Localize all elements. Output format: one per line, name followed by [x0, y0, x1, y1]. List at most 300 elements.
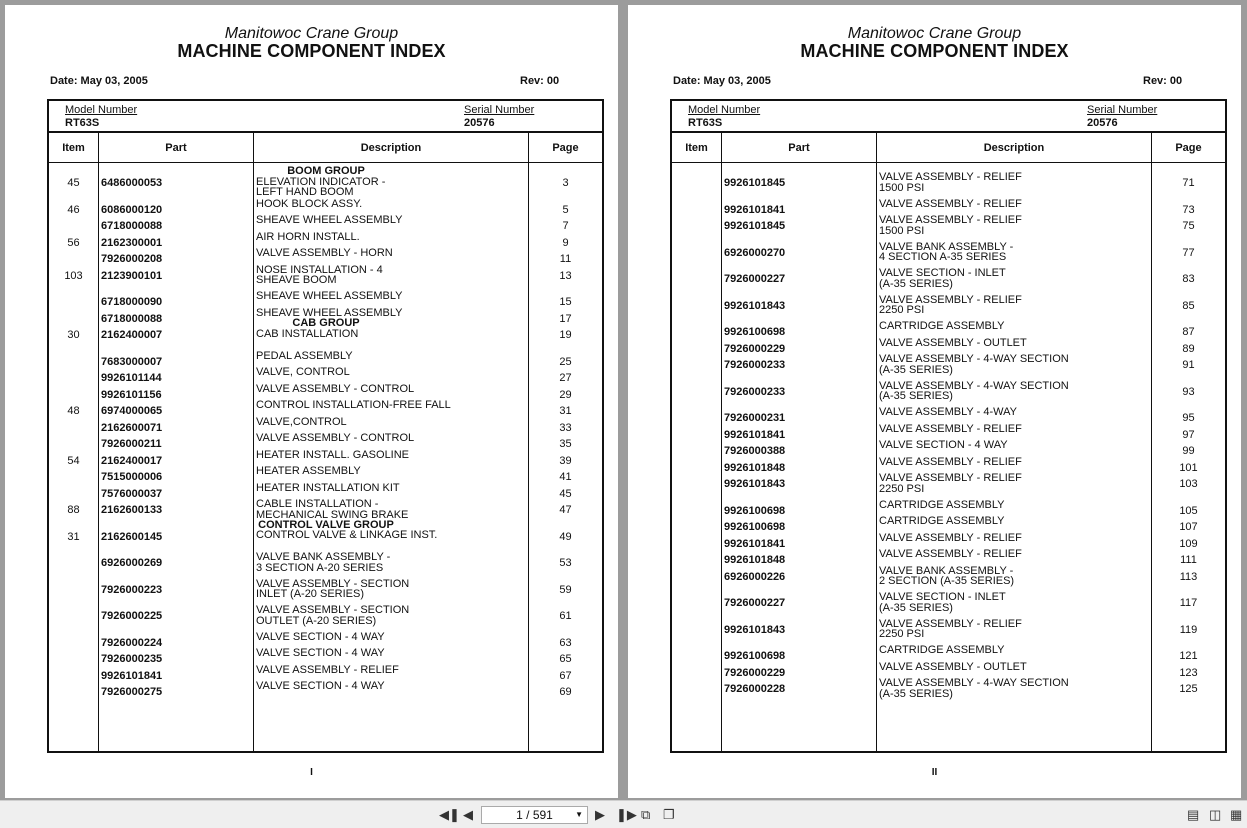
page-number: 25 [559, 355, 572, 368]
description-line: SHEAVE WHEEL ASSEMBLY [256, 290, 403, 302]
description-line: VALVE ASSEMBLY - CONTROL [256, 432, 415, 444]
part-number: 7576000037 [101, 487, 163, 500]
next-page-icon[interactable]: ▶ [595, 807, 605, 822]
serial-number-value: 20576 [464, 117, 495, 129]
table-row [49, 348, 602, 368]
description-line: (A-35 SERIES) [879, 601, 953, 614]
part-description [256, 367, 526, 378]
part-number: 6926000226 [724, 570, 786, 583]
description-line: 2250 PSI [879, 304, 925, 316]
part-number: 9926101843 [724, 299, 786, 312]
description-line: HEATER INSTALL. GASOLINE [256, 448, 410, 461]
part-number: 9926100698 [724, 521, 786, 533]
table-row [672, 169, 1225, 196]
part-description [256, 248, 526, 259]
page-number: 71 [1182, 177, 1195, 189]
header-page: Page [552, 142, 579, 154]
part-description [256, 520, 526, 541]
description-line: (A-35 SERIES) [879, 687, 953, 700]
description-line: VALVE ASSEMBLY - RELIEF [879, 455, 1022, 468]
description-line: HEATER ASSEMBLY [256, 465, 361, 477]
page-folio: II [931, 767, 938, 778]
part-description [879, 678, 1149, 699]
window-icon[interactable]: ❐ [663, 807, 675, 822]
part-description [879, 619, 1149, 640]
part-description [879, 242, 1149, 263]
single-page-icon[interactable]: ▤ [1187, 807, 1200, 822]
part-number: 9926101841 [724, 537, 786, 550]
part-description [879, 549, 1149, 560]
item-number: 45 [67, 177, 80, 189]
component-table [670, 99, 1227, 753]
part-number: 7926000227 [724, 273, 786, 285]
copy-icon[interactable]: ⧉ [641, 807, 651, 822]
table-row [49, 165, 602, 198]
header-description: Description [360, 142, 422, 154]
description-line: VALVE ASSEMBLY - RELIEF [879, 197, 1022, 210]
page-number: 15 [559, 296, 572, 308]
table-row [49, 678, 602, 698]
page-number: 67 [559, 669, 572, 682]
description-line: CARTRIDGE ASSEMBLY [879, 644, 1005, 656]
page-number: 47 [559, 504, 572, 516]
part-number: 2123900101 [101, 269, 163, 282]
part-number: 9926101841 [724, 203, 786, 216]
part-number: 7926000223 [101, 583, 163, 596]
part-number: 7926000231 [724, 412, 786, 424]
date-label: Date: May 03, 2005 [673, 75, 771, 87]
date-label: Date: May 03, 2005 [50, 75, 148, 87]
company-name: Manitowoc Crane Group [224, 25, 399, 42]
table-row [49, 430, 602, 450]
document-title: MACHINE COMPONENT INDEX [177, 41, 446, 61]
book-view-icon[interactable]: ◫ [1209, 807, 1222, 822]
table-row [49, 518, 602, 550]
table-row [672, 563, 1225, 590]
description-line: CARTRIDGE ASSEMBLY [879, 498, 1005, 511]
table-row [672, 546, 1225, 566]
table-row [49, 245, 602, 265]
part-description [879, 662, 1149, 673]
table-row [49, 645, 602, 665]
chevron-down-icon: ▼ [575, 810, 583, 819]
description-line: VALVE SECTION - INLET [879, 267, 1006, 279]
description-line: SHEAVE BOOM [256, 274, 337, 286]
description-line: SHEAVE WHEEL ASSEMBLY [256, 306, 403, 319]
description-line: LEFT HAND BOOM [256, 186, 354, 198]
description-line: VALVE, CONTROL [256, 366, 350, 378]
item-number: 48 [67, 405, 80, 417]
page-number: 95 [1182, 412, 1195, 424]
page-number: 111 [1180, 554, 1197, 566]
table-row [672, 265, 1225, 292]
item-number: 31 [67, 530, 80, 543]
page-number: 29 [559, 388, 572, 401]
table-row [49, 602, 602, 629]
page-number: 85 [1182, 299, 1195, 312]
description-line: 4 SECTION A-35 SERIES [879, 251, 1007, 263]
part-description [256, 450, 526, 461]
table-row [49, 381, 602, 401]
table-row [672, 497, 1225, 517]
item-number: 46 [67, 203, 80, 216]
table-body [672, 169, 1225, 702]
part-number: 9926101843 [724, 623, 786, 636]
page-number: 89 [1182, 342, 1195, 355]
page-number: 91 [1182, 359, 1195, 371]
company-name: Manitowoc Crane Group [847, 25, 1022, 42]
header-part: Part [165, 142, 187, 154]
page-number: 117 [1179, 597, 1198, 609]
part-description [879, 268, 1149, 289]
table-row [672, 437, 1225, 457]
part-description [256, 648, 526, 659]
description-line: HOOK BLOCK ASSY. [256, 197, 363, 210]
part-description [879, 473, 1149, 494]
table-row [672, 239, 1225, 266]
page-number: 45 [559, 487, 572, 500]
serial-number-label: Serial Number [464, 104, 535, 116]
table-row [672, 642, 1225, 662]
description-line: CONTROL INSTALLATION-FREE FALL [256, 399, 451, 411]
header-item: Item [685, 142, 708, 154]
part-number: 6086000120 [101, 203, 163, 216]
table-body [49, 165, 602, 698]
table-row [672, 454, 1225, 474]
table-row [49, 447, 602, 467]
table-row [672, 318, 1225, 338]
part-description [256, 499, 526, 520]
revision-label: Rev: 00 [520, 75, 560, 87]
page-number: 73 [1182, 203, 1195, 216]
page-number: 35 [559, 438, 572, 450]
part-description [256, 433, 526, 444]
table-row [672, 335, 1225, 355]
table-header [672, 133, 1225, 163]
description-line: SHEAVE WHEEL ASSEMBLY [256, 214, 403, 226]
part-number: 2162400007 [101, 329, 163, 341]
page-number: 27 [559, 372, 572, 384]
table-row [49, 288, 602, 308]
description-line: VALVE ASSEMBLY - OUTLET [879, 336, 1027, 349]
part-description [256, 232, 526, 243]
part-number: 9926100698 [724, 650, 786, 662]
description-line: INLET (A-20 SERIES) [256, 588, 364, 600]
description-line: NOSE INSTALLATION - 4 [256, 263, 383, 276]
table-row [49, 212, 602, 232]
description-line: CARTRIDGE ASSEMBLY [879, 515, 1005, 527]
pdf-page-1 [5, 5, 618, 798]
part-number: 9926101848 [724, 461, 786, 474]
part-number: 7926000227 [724, 597, 786, 609]
part-description [256, 483, 526, 494]
part-number: 9926101841 [724, 428, 786, 441]
part-number: 6926000269 [101, 557, 163, 569]
description-line: 2250 PSI [879, 482, 925, 495]
page-number: 105 [1179, 504, 1198, 517]
table-row [672, 421, 1225, 441]
table-header [49, 133, 602, 163]
table-row [49, 576, 602, 603]
description-line: VALVE SECTION - 4 WAY [256, 630, 385, 643]
table-row [672, 351, 1225, 378]
table-row [672, 292, 1225, 319]
page-number: 77 [1182, 246, 1195, 259]
part-description [879, 354, 1149, 375]
table-row [672, 530, 1225, 550]
description-line: VALVE ASSEMBLY - CONTROL [256, 382, 415, 395]
description-line: CARTRIDGE ASSEMBLY [879, 320, 1005, 332]
description-line: CABLE INSTALLATION - [256, 498, 379, 510]
part-description [256, 166, 526, 198]
description-line: VALVE ASSEMBLY - 4-WAY [879, 406, 1017, 418]
part-number: 6926000270 [724, 246, 786, 259]
part-number: 7683000007 [101, 355, 163, 368]
page-number: 75 [1182, 220, 1195, 232]
page-number: 99 [1182, 445, 1195, 457]
prev-page-icon[interactable]: ◀ [463, 807, 473, 822]
page-number: 109 [1179, 537, 1198, 550]
part-number: 7926000229 [724, 666, 786, 679]
page-number: 113 [1179, 570, 1198, 583]
page-number: 63 [559, 636, 572, 649]
part-number: 9926101843 [724, 478, 786, 490]
table-row [49, 480, 602, 500]
description-line: VALVE ASSEMBLY - RELIEF [879, 293, 1022, 306]
page-number: 121 [1179, 650, 1198, 662]
part-description [256, 291, 526, 302]
description-line: VALVE ASSEMBLY - 4-WAY SECTION [879, 379, 1069, 392]
description-line: VALVE BANK ASSEMBLY - [879, 240, 1014, 253]
table-row [672, 212, 1225, 239]
part-description [879, 592, 1149, 613]
part-description [256, 417, 526, 428]
description-line: VALVE BANK ASSEMBLY - [879, 564, 1014, 577]
part-number: 7926000388 [724, 445, 786, 457]
group-heading: BOOM GROUP [287, 165, 365, 177]
description-line: VALVE SECTION - 4 WAY [256, 647, 385, 659]
page-number: 87 [1182, 326, 1195, 338]
page-number: 5 [562, 203, 569, 216]
page-number: 65 [559, 653, 572, 665]
page-number: 53 [559, 557, 572, 569]
part-description [879, 566, 1149, 587]
serial-number-label: Serial Number [1087, 104, 1158, 116]
part-number: 7926000225 [101, 610, 163, 622]
group-heading: CONTROL VALVE GROUP [258, 518, 394, 531]
part-description [879, 500, 1149, 511]
description-line: 3 SECTION A-20 SERIES [256, 561, 384, 574]
table-row [672, 675, 1225, 702]
page-number: 101 [1179, 461, 1198, 474]
header-page: Page [1175, 142, 1202, 154]
part-number: 7926000233 [724, 359, 786, 371]
part-number: 9926101848 [724, 554, 786, 566]
description-line: 1500 PSI [879, 181, 925, 194]
page-number: 9 [562, 236, 569, 249]
part-number: 7926000229 [724, 342, 786, 355]
table-row [672, 589, 1225, 616]
part-number: 2162400017 [101, 454, 163, 467]
part-description [879, 424, 1149, 435]
table-row [672, 196, 1225, 216]
revision-label: Rev: 00 [1143, 75, 1183, 87]
part-description [879, 172, 1149, 193]
page-number: 39 [559, 454, 572, 467]
part-number: 7926000235 [101, 653, 163, 665]
table-row [672, 378, 1225, 405]
description-line: VALVE ASSEMBLY - SECTION [256, 577, 410, 590]
item-number: 54 [67, 454, 80, 467]
table-row [672, 659, 1225, 679]
part-number: 7926000233 [724, 385, 786, 398]
part-description [256, 199, 526, 210]
description-line: VALVE ASSEMBLY - RELIEF [879, 548, 1022, 560]
part-description [879, 321, 1149, 332]
page-number: 123 [1179, 666, 1198, 679]
part-description [256, 215, 526, 226]
description-line: 2 SECTION (A-35 SERIES) [879, 575, 1015, 587]
document-title: MACHINE COMPONENT INDEX [800, 41, 1069, 61]
description-line: (A-35 SERIES) [879, 363, 953, 376]
model-number-label: Model Number [688, 104, 761, 116]
page-number: 41 [559, 471, 572, 483]
part-number: 2162600145 [101, 530, 163, 543]
description-line: VALVE ASSEMBLY - 4-WAY SECTION [879, 353, 1069, 365]
description-line: VALVE BANK ASSEMBLY - [256, 551, 391, 563]
page-number: 69 [559, 686, 572, 698]
page-number: 93 [1182, 385, 1195, 398]
part-description [256, 466, 526, 477]
last-page-icon[interactable]: ❚▶ [616, 807, 637, 822]
part-description [256, 384, 526, 395]
description-line: VALVE ASSEMBLY - RELIEF [879, 472, 1022, 484]
page-number: 33 [559, 421, 572, 434]
table-row [49, 549, 602, 576]
page-number: 17 [559, 312, 572, 325]
part-description [256, 579, 526, 600]
part-number: 9926100698 [724, 504, 786, 517]
part-number: 7926000275 [101, 686, 163, 698]
description-line: VALVE ASSEMBLY - HORN [256, 247, 393, 259]
page-number: 59 [559, 583, 572, 596]
table-row [672, 470, 1225, 497]
item-number: 103 [64, 269, 83, 282]
part-description [879, 295, 1149, 316]
model-serial-box [49, 101, 602, 133]
page-number: 13 [559, 269, 572, 282]
part-description [879, 381, 1149, 402]
part-description [256, 351, 526, 362]
table-row [672, 404, 1225, 424]
description-line: VALVE ASSEMBLY - RELIEF [879, 171, 1022, 183]
part-number: 7515000006 [101, 471, 163, 483]
page-number: 19 [559, 329, 572, 341]
grid-view-icon[interactable]: ▦ [1230, 807, 1243, 822]
description-line: CAB INSTALLATION [256, 327, 359, 340]
part-number: 7926000211 [101, 438, 162, 450]
part-description [879, 199, 1149, 210]
header-part: Part [788, 142, 810, 154]
description-line: VALVE ASSEMBLY - RELIEF [256, 663, 399, 676]
description-line: VALVE ASSEMBLY - RELIEF [879, 214, 1022, 226]
table-row [49, 629, 602, 649]
item-number: 56 [67, 236, 80, 249]
part-description [256, 665, 526, 676]
page-number-select[interactable] [481, 806, 588, 824]
part-number: 7926000228 [724, 683, 786, 695]
model-serial-box [672, 101, 1225, 133]
part-description [879, 440, 1149, 451]
page-number: 97 [1182, 428, 1195, 441]
description-line: VALVE SECTION - INLET [879, 591, 1006, 603]
part-number: 6718000090 [101, 296, 163, 308]
description-line: VALVE SECTION - 4 WAY [879, 439, 1008, 451]
part-description [256, 265, 526, 286]
table-row [49, 463, 602, 483]
part-description [256, 400, 526, 411]
table-row [672, 513, 1225, 533]
page-number: 31 [559, 405, 572, 417]
page-folio: I [310, 767, 313, 778]
first-page-icon[interactable]: ◀❚ [439, 807, 460, 822]
part-description [879, 215, 1149, 236]
page-number: 125 [1179, 683, 1198, 695]
model-number-value: RT63S [65, 117, 100, 129]
part-number: 2162300001 [101, 236, 163, 249]
part-description [256, 318, 526, 339]
item-number: 88 [67, 504, 80, 516]
page-indicator: 1 / 591 [516, 808, 553, 822]
table-row [49, 414, 602, 434]
description-line: VALVE SECTION - 4 WAY [256, 680, 385, 692]
table-row [49, 229, 602, 249]
pdf-page-2 [628, 5, 1241, 798]
description-line: VALVE ASSEMBLY - RELIEF [879, 531, 1022, 544]
description-line: VALVE,CONTROL [256, 415, 347, 428]
description-line: VALVE ASSEMBLY - OUTLET [879, 660, 1027, 673]
description-line: ELEVATION INDICATOR - [256, 175, 386, 188]
page-number: 83 [1182, 273, 1195, 285]
part-number: 6718000088 [101, 220, 163, 232]
serial-number-value: 20576 [1087, 117, 1118, 129]
table-row [49, 662, 602, 682]
part-number: 2162600071 [101, 421, 163, 434]
part-description [879, 516, 1149, 527]
part-number: 9926101845 [724, 220, 786, 232]
group-heading: CAB GROUP [292, 317, 360, 329]
header-item: Item [62, 142, 85, 154]
description-line: 1500 PSI [879, 224, 925, 237]
part-description [879, 533, 1149, 544]
page-number: 107 [1179, 521, 1198, 533]
description-line: VALVE ASSEMBLY - RELIEF [879, 422, 1022, 435]
table-row [49, 262, 602, 289]
description-line: HEATER INSTALLATION KIT [256, 481, 400, 494]
description-line: VALVE ASSEMBLY - 4-WAY SECTION [879, 677, 1069, 689]
header-description: Description [983, 142, 1045, 154]
part-number: 9926101156 [101, 388, 162, 401]
part-number: 9926100698 [724, 326, 786, 338]
page-number: 49 [559, 530, 572, 543]
page-number: 103 [1179, 478, 1198, 490]
description-line: (A-35 SERIES) [879, 390, 953, 402]
page-number: 61 [559, 610, 572, 622]
description-line: MECHANICAL SWING BRAKE [256, 508, 409, 521]
part-description [879, 407, 1149, 418]
part-description [256, 605, 526, 626]
page-number: 11 [559, 253, 572, 265]
